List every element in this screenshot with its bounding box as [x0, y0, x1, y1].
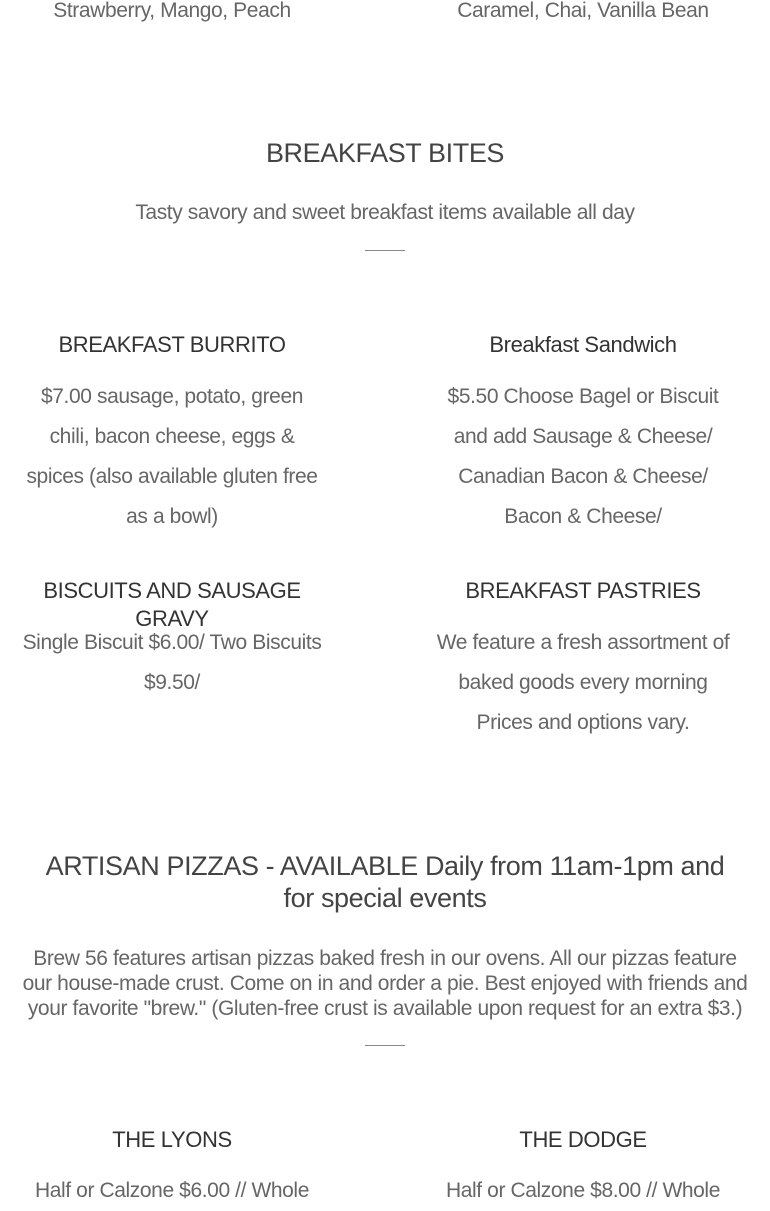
item-desc-biscuits-gravy: Single Biscuit $6.00/ Two Biscuits $9.50/ [22, 631, 322, 694]
item-title-breakfast-pastries: BREAKFAST PASTRIES [465, 578, 701, 603]
pizza-section-title: ARTISAN PIZZAS - AVAILABLE Daily from 11am-1pm and for special events [45, 851, 725, 913]
breakfast-divider [365, 250, 405, 251]
item-title-biscuits-gravy: BISCUITS AND SAUSAGE GRAVY [43, 578, 301, 631]
item-title-breakfast-sandwich: Breakfast Sandwich [489, 332, 677, 357]
item-title-the-lyons: THE LYONS [112, 1127, 232, 1152]
drink-flavors-right: Caramel, Chai, Vanilla Bean [457, 0, 709, 22]
pizza-section-subtitle: Brew 56 features artisan pizzas baked fresh in our ovens. All our pizzas feature our house-made crust. Come on in and order a pie. Best enjoyed with friends and your favorite "brew." (Gluten-free crust is available upon request for an extra $3.) [22, 947, 748, 1020]
item-desc-the-dodge: Half or Calzone $8.00 // Whole [446, 1179, 720, 1202]
item-title-breakfast-burrito: BREAKFAST BURRITO [58, 332, 286, 357]
drink-flavors-left: Strawberry, Mango, Peach [53, 0, 291, 22]
item-desc-the-lyons: Half or Calzone $6.00 // Whole [35, 1179, 309, 1202]
breakfast-section-title: BREAKFAST BITES [265, 138, 505, 168]
item-desc-breakfast-burrito: $7.00 sausage, potato, green chili, bacon cheese, eggs & spices (also available gluten free as a bowl) [26, 385, 318, 528]
pizza-divider [365, 1045, 405, 1046]
item-title-the-dodge: THE DODGE [519, 1127, 647, 1152]
breakfast-section-subtitle: Tasty savory and sweet breakfast items available all day [135, 201, 635, 224]
item-desc-breakfast-pastries: We feature a fresh assortment of baked goods every morning Prices and options vary. [436, 631, 730, 734]
item-desc-breakfast-sandwich: $5.50 Choose Bagel or Biscuit and add Sausage & Cheese/ Canadian Bacon & Cheese/ Bacon & Cheese/ [447, 385, 719, 528]
